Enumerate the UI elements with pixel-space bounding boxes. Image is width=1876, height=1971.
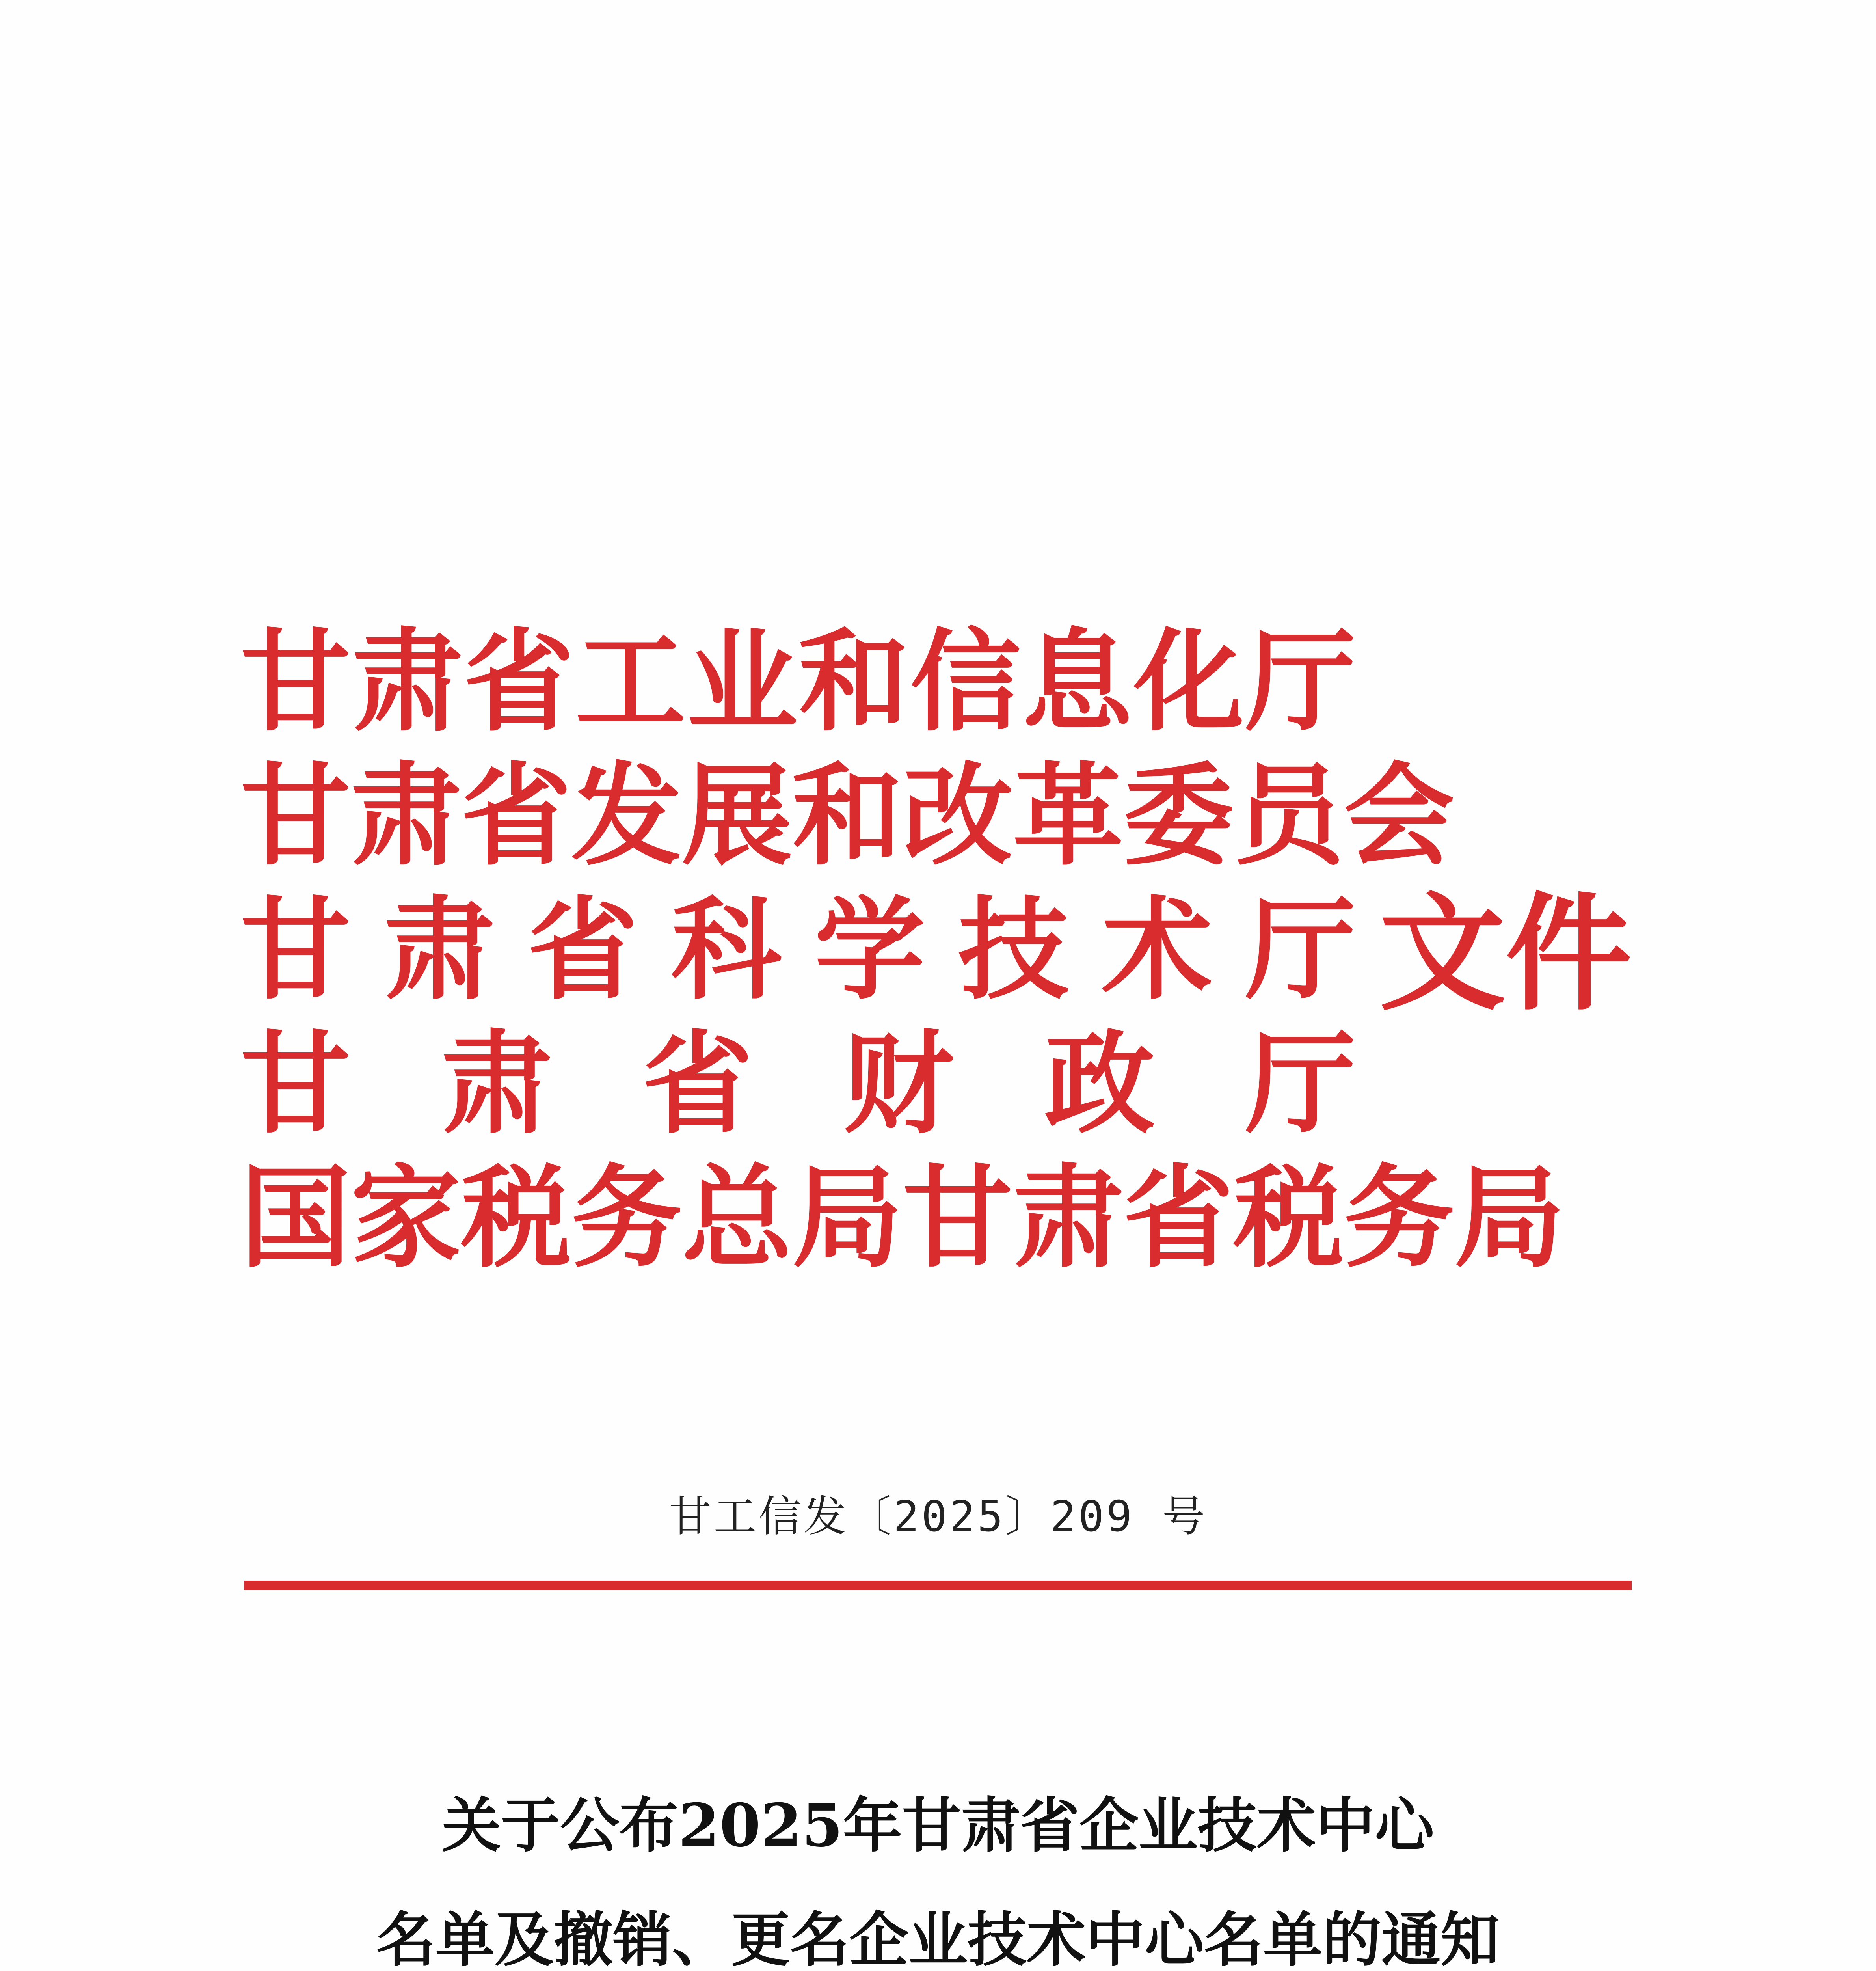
issuer-name — [240, 883, 1356, 1017]
issuer-character: 省 — [642, 1019, 753, 1149]
issuer-character: 财 — [843, 1019, 954, 1149]
issuer-character: 业 — [687, 617, 798, 747]
issuer-character: 展 — [682, 751, 792, 881]
issuer-character: 务 — [1344, 1153, 1454, 1283]
issuer-name — [240, 1017, 1356, 1151]
issuer-character: 肃 — [351, 751, 461, 881]
issuer-character: 和 — [798, 617, 909, 747]
issuer-character: 甘 — [240, 1019, 351, 1149]
issuer-character: 信 — [910, 617, 1021, 747]
issuer-character: 甘 — [903, 1153, 1013, 1283]
issuer-masthead — [240, 615, 1643, 1309]
issuer-name — [240, 749, 1454, 883]
issuer-character: 省 — [527, 885, 638, 1015]
issuer-character: 学 — [815, 885, 925, 1015]
notice-title-line-2: 名单及撤销、更名企业技术中心名单的通知 — [376, 1905, 1500, 1971]
issuer-character: 甘 — [240, 751, 351, 881]
issuer-character: 科 — [671, 885, 782, 1015]
issuer-character: 甘 — [240, 617, 351, 747]
issuer-character: 厅 — [1245, 885, 1356, 1015]
issuer-character: 省 — [461, 751, 571, 881]
issuer-character: 肃 — [352, 617, 463, 747]
issuer-character: 肃 — [1013, 1153, 1123, 1283]
issuer-character: 税 — [1234, 1153, 1344, 1283]
issuer-character: 化 — [1133, 617, 1244, 747]
issuer-character: 发 — [571, 751, 682, 881]
issuer-character: 政 — [1044, 1019, 1155, 1149]
issuer-character: 改 — [903, 751, 1013, 881]
issuer-character: 甘 — [240, 885, 351, 1015]
issuer-character: 总 — [682, 1153, 792, 1283]
issuer-character: 局 — [1454, 1153, 1565, 1283]
issuer-character: 和 — [792, 751, 903, 881]
issuer-character: 员 — [1234, 751, 1344, 881]
issuer-character: 务 — [571, 1153, 682, 1283]
issuer-character: 省 — [1123, 1153, 1234, 1283]
issuer-character: 肃 — [441, 1019, 552, 1149]
issuer-character: 术 — [1102, 885, 1212, 1015]
notice-title-line-1: 关于公布2025年甘肃省企业技术中心 — [442, 1791, 1434, 1860]
issuer-character: 税 — [461, 1153, 571, 1283]
issuer-character: 息 — [1022, 617, 1133, 747]
issuer-character: 局 — [792, 1153, 903, 1283]
document-number: 甘工信发〔2025〕209 号 — [668, 1492, 1208, 1541]
issuer-character: 委 — [1123, 751, 1234, 881]
issuer-character: 肃 — [384, 885, 495, 1015]
issuer-character: 技 — [958, 885, 1069, 1015]
issuer-character: 工 — [575, 617, 686, 747]
document-suffix: 文件 — [1379, 880, 1632, 1028]
issuer-character: 家 — [351, 1153, 461, 1283]
issuer-character: 厅 — [1245, 1019, 1356, 1149]
issuer-name — [240, 615, 1356, 749]
issuer-character: 会 — [1344, 751, 1454, 881]
red-separator-line — [244, 1581, 1632, 1590]
issuer-character: 国 — [240, 1153, 351, 1283]
issuer-character: 厅 — [1245, 617, 1356, 747]
issuer-name — [240, 1151, 1565, 1285]
issuer-character: 革 — [1013, 751, 1123, 881]
issuer-character: 省 — [463, 617, 574, 747]
